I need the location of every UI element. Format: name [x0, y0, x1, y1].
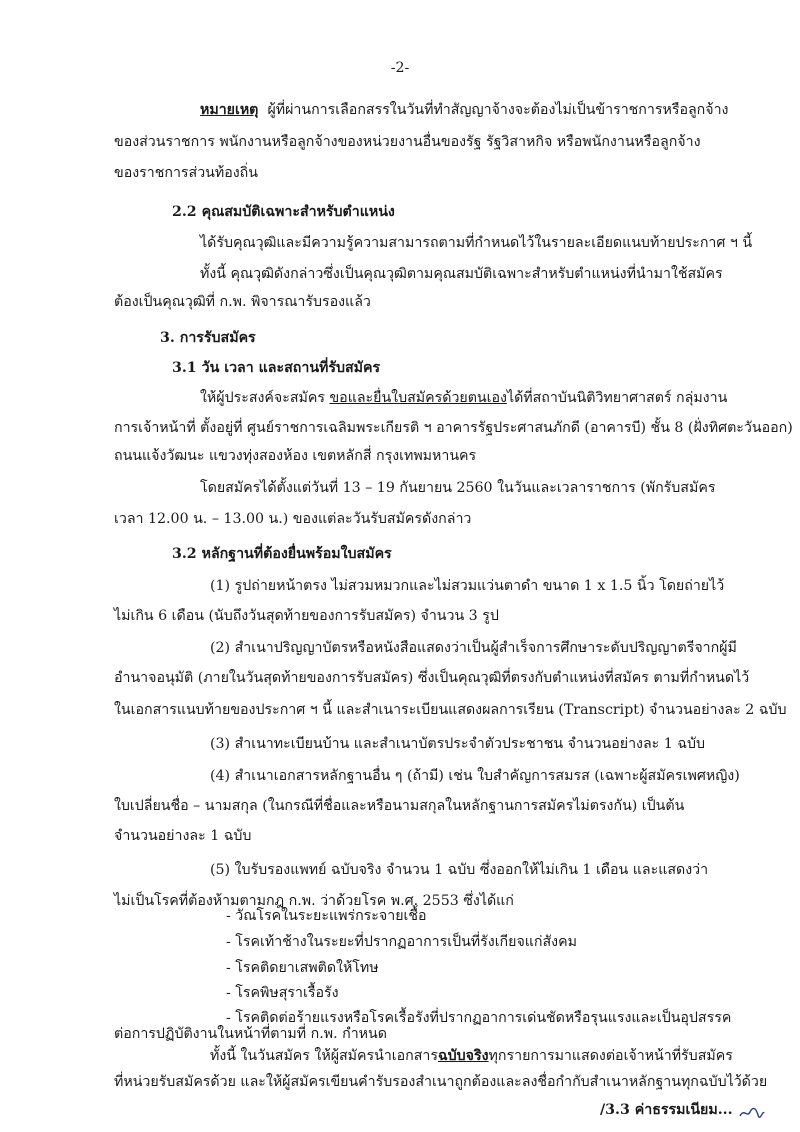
item-5-line-2: ไม่เป็นโรคที่ต้องห้ามตามกฎ ก.พ. ว่าด้วยโรค พ.ศ. 2553 ซึ่งได้แก่	[114, 893, 514, 909]
item-1-line-2: ไม่เกิน 6 เดือน (นับถึงวันสุดท้ายของการรับสมัคร) จำนวน 3 รูป	[114, 608, 499, 624]
item-3-line-1: (3) สำเนาทะเบียนบ้าน และสำเนาบัตรประจำตัวประชาชน จำนวนอย่างละ 1 ฉบับ	[210, 736, 705, 752]
item-2-line-2: อำนาจอนุมัติ (ภายในวันสุดท้ายของการรับสมัคร) ซึ่งเป็นคุณวุฒิที่ตรงกับตำแหน่งที่สมัคร ตามที่กำหนดไว้	[114, 670, 750, 686]
original-copy-text: ฉบับจริง	[438, 1048, 489, 1064]
item-4-line-3: จำนวนอย่างละ 1 ฉบับ	[114, 828, 252, 844]
closing-line-1: ทั้งนี้ ในวันสมัคร ให้ผู้สมัครนำเอกสารฉบับจริงทุกรายการมาแสดงต่อเจ้าหน้าที่รับสมัคร	[210, 1048, 733, 1064]
note-line-1	[200, 100, 728, 120]
section-3-1-line-4: โดยสมัครได้ตั้งแต่วันที่ 13 – 19 กันยายน 2560 ในวันและเวลาราชการ (พักรับสมัคร	[200, 480, 716, 496]
disease-item-2: - โรคเท้าช้างในระยะที่ปรากฏอาการเป็นที่รังเกียจแก่สังคม	[226, 934, 577, 950]
item-2-line-3: ในเอกสารแนบท้ายของประกาศ ฯ นี้ และสำเนาระเบียนแสดงผลการเรียน (Transcript) จำนวนอย่างละ 2 ฉบับ	[114, 702, 787, 718]
item-2-line-1: (2) สำเนาปริญญาบัตรหรือหนังสือแสดงว่าเป็นผู้สำเร็จการศึกษาระดับปริญญาตรีจากผู้มี	[210, 640, 737, 656]
note-label: หมายเหตุ	[200, 102, 259, 118]
disease-item-5: - โรคติดต่อร้ายแรงหรือโรคเรื้อรังที่ปรากฏอาการเด่นชัดหรือรุนแรงและเป็นอุปสรรค	[226, 1010, 732, 1026]
note-text-1: ผู้ที่ผ่านการเลือกสรรในวันที่ทำสัญญาจ้างจะต้องไม่เป็นข้าราชการหรือลูกจ้าง	[267, 102, 729, 118]
item-4-line-1: (4) สำเนาเอกสารหลักฐานอื่น ๆ (ถ้ามี) เช่น ใบสำคัญการสมรส (เฉพาะผู้สมัครเพศหญิง)	[210, 768, 740, 784]
page-number: -2-	[390, 60, 410, 76]
section-3-1-line-2: การเจ้าหน้าที่ ตั้งอยู่ที่ ศูนย์ราชการเฉลิมพระเกียรติ ฯ อาคารรัฐประศาสนภักดี (อาคารบี) ชั้น 8 (ฝั่งทิศตะวันออก)	[114, 420, 793, 436]
section-3-heading: 3. การรับสมัคร	[160, 330, 256, 346]
section-2-2-para-1: ได้รับคุณวุฒิและมีความรู้ความสามารถตามที่กำหนดไว้ในรายละเอียดแนบท้ายประกาศ ฯ นี้	[200, 235, 753, 251]
disease-item-5-cont: ต่อการปฏิบัติงานในหน้าที่ตามที่ ก.พ. กำหนด	[114, 1026, 387, 1042]
item-5-line-1: (5) ใบรับรองแพทย์ ฉบับจริง จำนวน 1 ฉบับ ซึ่งออกให้ไม่เกิน 1 เดือน และแสดงว่า	[210, 862, 709, 878]
section-2-2-heading: 2.2 คุณสมบัติเฉพาะสำหรับตำแหน่ง	[172, 204, 395, 220]
section-3-1-line-1: ให้ผู้ประสงค์จะสมัคร ขอและยื่นใบสมัครด้วยตนเองได้ที่สถาบันนิติวิทยาศาสตร์ กลุ่มงาน	[200, 390, 728, 406]
section-3-2-heading: 3.2 หลักฐานที่ต้องยื่นพร้อมใบสมัคร	[172, 546, 392, 562]
continuation-marker: /3.3 ค่าธรรมเนียม...	[600, 1102, 733, 1118]
item-4-line-2: ใบเปลี่ยนชื่อ – นามสกุล (ในกรณีที่ชื่อและหรือนามสกุลในหลักฐานการสมัครไม่ตรงกัน) เป็นต้น	[114, 798, 685, 814]
section-3-1-heading: 3.1 วัน เวลา และสถานที่รับสมัคร	[172, 360, 381, 376]
item-1-line-1: (1) รูปถ่ายหน้าตรง ไม่สวมหมวกและไม่สวมแว่นตาดำ ขนาด 1 x 1.5 นิ้ว โดยถ่ายไว้	[210, 578, 725, 594]
section-3-1-line-3: ถนนแจ้งวัฒนะ แขวงทุ่งสองห้อง เขตหลักสี่ กรุงเทพมหานคร	[114, 448, 477, 464]
closing-line-2: ที่หน่วยรับสมัครด้วย และให้ผู้สมัครเขียนคำรับรองสำเนาถูกต้องและลงชื่อกำกับสำเนาหลักฐานทุกฉบับไว้ด้วย	[114, 1074, 768, 1090]
apply-in-person-text: ขอและยื่นใบสมัครด้วยตนเอง	[329, 390, 507, 406]
disease-item-4: - โรคพิษสุราเรื้อรัง	[226, 985, 339, 1001]
note-line-2: ของส่วนราชการ พนักงานหรือลูกจ้างของหน่วยงานอื่นของรัฐ รัฐวิสาหกิจ หรือพนักงานหรือลูกจ้าง	[114, 134, 701, 150]
disease-item-1: - วัณโรคในระยะแพร่กระจายเชื้อ	[226, 908, 427, 924]
section-2-2-para-2a: ทั้งนี้ คุณวุฒิดังกล่าวซึ่งเป็นคุณวุฒิตามคุณสมบัติเฉพาะสำหรับตำแหน่งที่นำมาใช้สมัคร	[200, 266, 723, 282]
section-3-1-line-5: เวลา 12.00 น. – 13.00 น.) ของแต่ละวันรับสมัครดังกล่าว	[114, 511, 472, 527]
handwritten-initials-icon	[738, 1104, 766, 1122]
note-line-3: ของราชการส่วนท้องถิ่น	[114, 165, 258, 181]
section-2-2-para-2b: ต้องเป็นคุณวุฒิที่ ก.พ. พิจารณารับรองแล้ว	[114, 294, 371, 310]
disease-item-3: - โรคติดยาเสพติดให้โทษ	[226, 960, 379, 976]
